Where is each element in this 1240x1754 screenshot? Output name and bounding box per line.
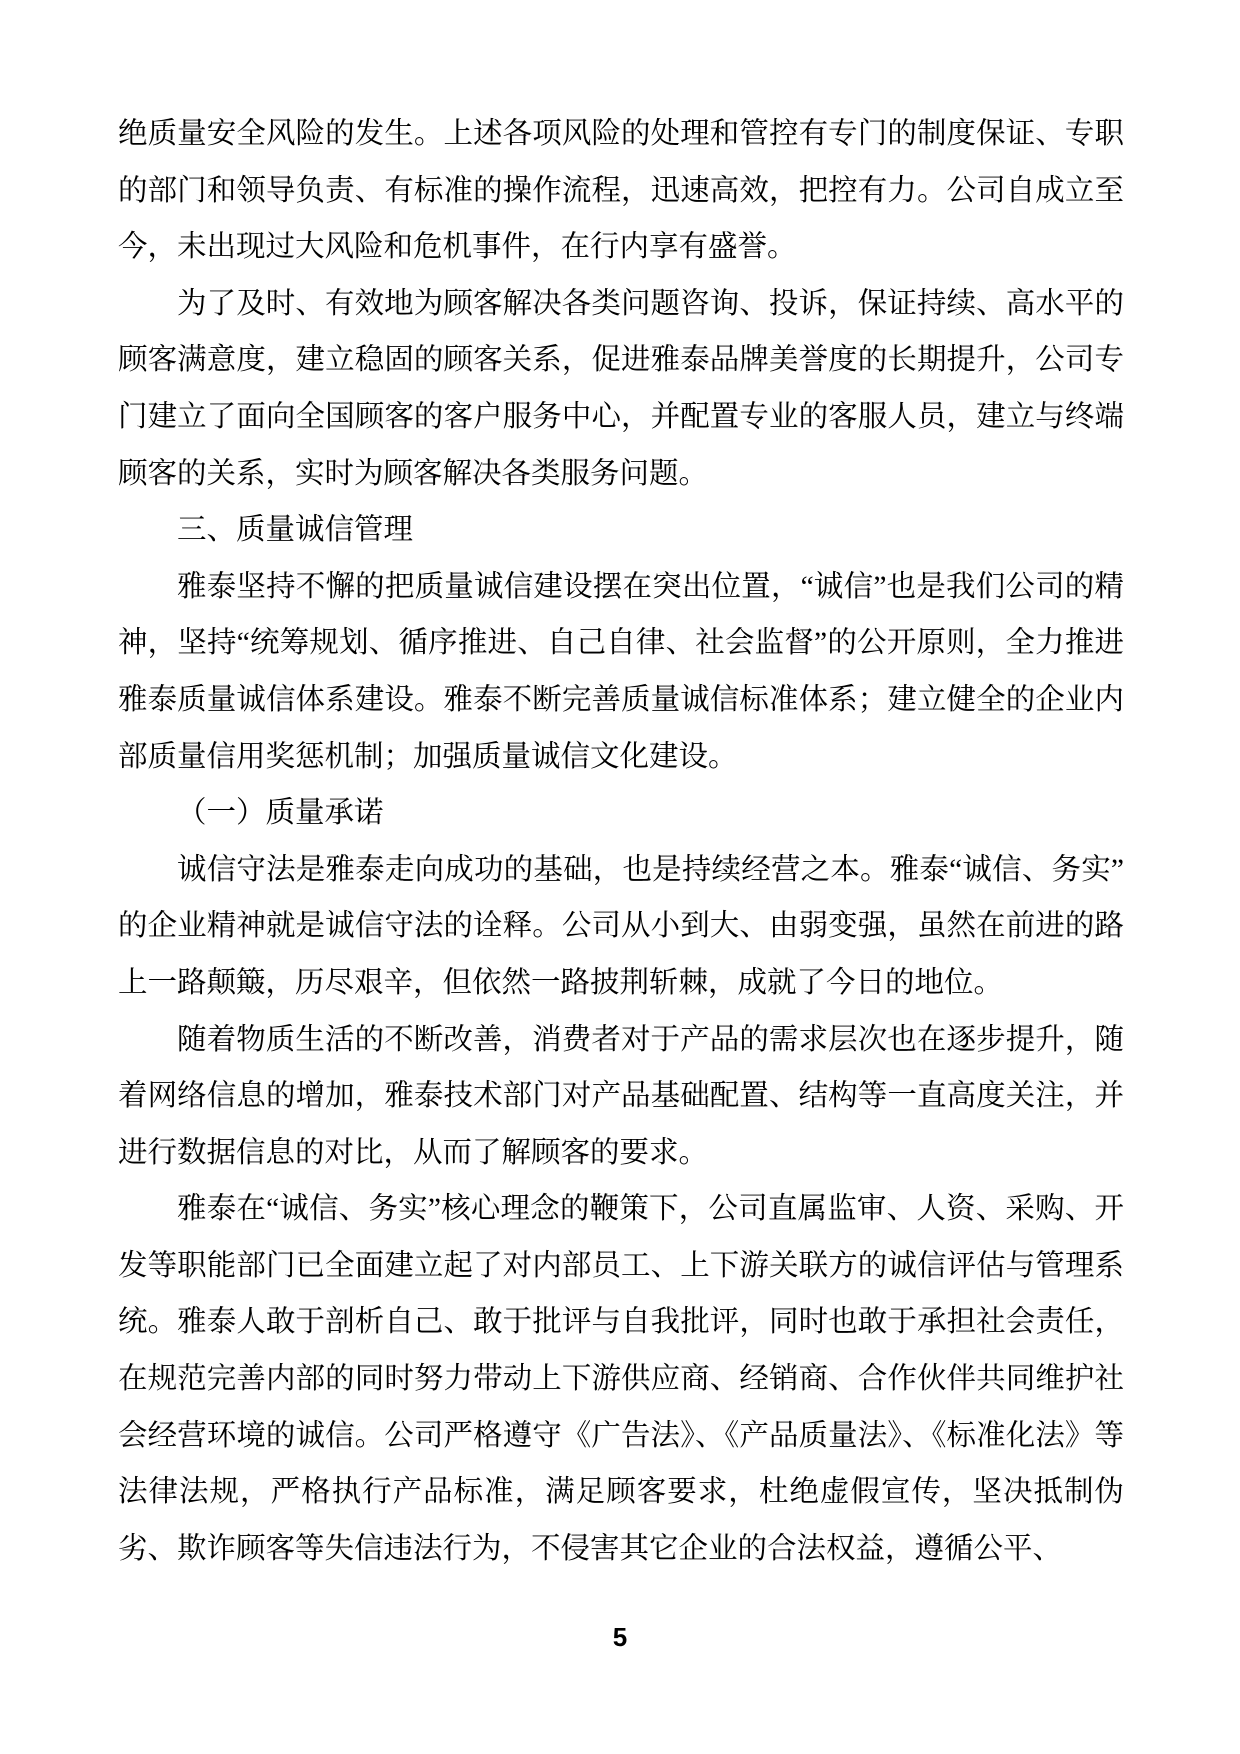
subsection-heading-quality-commitment: （一）质量承诺 <box>177 797 384 830</box>
document-body <box>118 106 1124 1577</box>
page-footer <box>0 1622 1240 1653</box>
paragraph-integrity-evaluation-law: 雅泰在“诚信、务实”核心理念的鞭策下，公司直属监审、人资、采购、开发等职能部门已全面建立起了对内部员工、上下游关联方的诚信评估与管理系统。雅泰人敢于剖析自己、敢于批评与自我批评，同时也敢于承担社会责任，在规范完善内部的同时努力带动上下游供应商、经销商、合作伙伴共同维护社会经营环境的诚信。公司严格遵守《广告法》、《产品质量法》、《标准化法》等法律法规，严格执行产品标准，满足顾客要求，杜绝虚假宣传，坚决抵制伪劣、欺诈顾客等失信违法行为，不侵害其它企业的合法权益，遵循公平、 <box>118 1193 1124 1565</box>
paragraph-integrity-foundation: 诚信守法是雅泰走向成功的基础，也是持续经营之本。雅泰“诚信、务实”的企业精神就是诚信守法的诠释。公司从小到大、由弱变强，虽然在前进的路上一路颠簸，历尽艰辛，但依然一路披荆斩棘，成就了今日的地位。 <box>118 853 1124 999</box>
section-heading-quality-integrity-management: 三、质量诚信管理 <box>177 514 414 547</box>
paragraph-integrity-system: 雅泰坚持不懈的把质量诚信建设摆在突出位置，“诚信”也是我们公司的精神，坚持“统筹规划、循序推进、自己自律、社会监督”的公开原则，全力推进雅泰质量诚信体系建设。雅泰不断完善质量诚信标准体系；建立健全的企业内部质量信用奖惩机制；加强质量诚信文化建设。 <box>118 570 1124 773</box>
page-number: 5 <box>612 1622 628 1652</box>
paragraph-consumer-demand: 随着物质生活的不断改善，消费者对于产品的需求层次也在逐步提升，随着网络信息的增加，雅泰技术部门对产品基础配置、结构等一直高度关注，并进行数据信息的对比，从而了解顾客的要求。 <box>118 1023 1124 1169</box>
paragraph-customer-service: 为了及时、有效地为顾客解决各类问题咨询、投诉，保证持续、高水平的顾客满意度，建立稳固的顾客关系，促进雅泰品牌美誉度的长期提升，公司专门建立了面向全国顾客的客户服务中心，并配置专业的客服人员，建立与终端顾客的关系，实时为顾客解决各类服务问题。 <box>118 287 1124 490</box>
paragraph-risk-control: 绝质量安全风险的发生。上述各项风险的处理和管控有专门的制度保证、专职的部门和领导负责、有标准的操作流程，迅速高效，把控有力。公司自成立至今，未出现过大风险和危机事件，在行内享有盛誉。 <box>118 118 1124 264</box>
